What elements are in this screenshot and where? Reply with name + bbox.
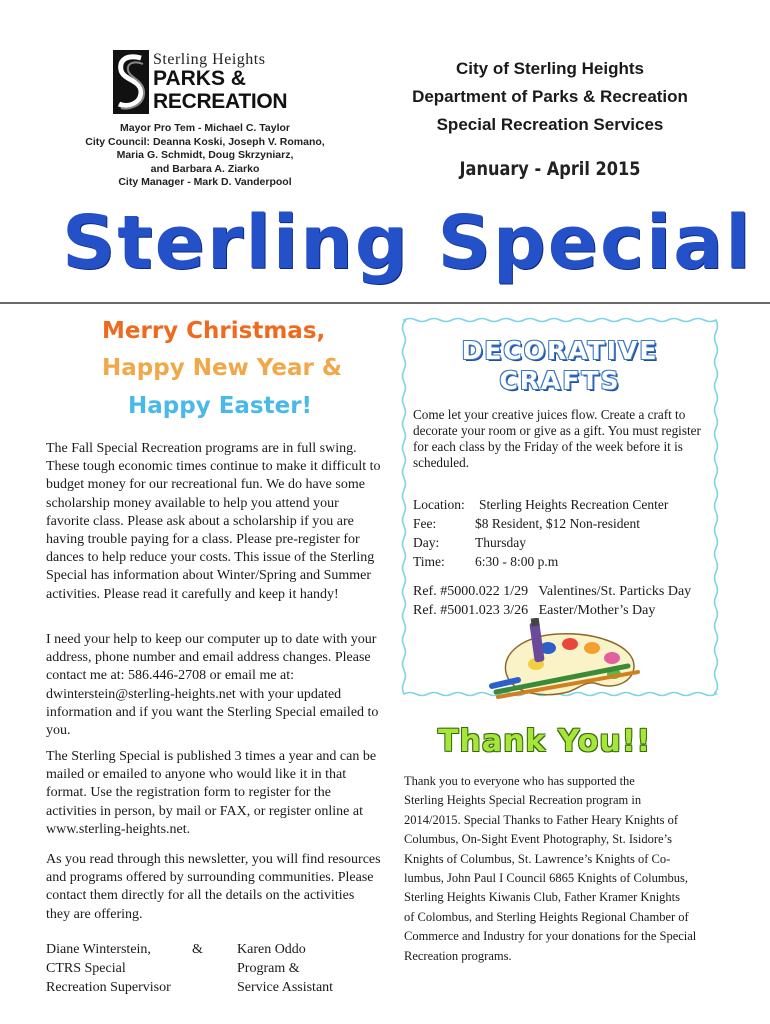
council-line: City Manager - Mark D. Vanderpool xyxy=(118,176,292,188)
council-line: and Barbara A. Ziarko xyxy=(150,162,260,175)
paragraph-intro: The Fall Special Recreation programs are in full swing. These tough economic times continue to make it difficult to budget money for our recreational fun. We do have some scholarship money available to help you attend your favorite class. Please ask about a scholarship if you are having trouble paying for a class. Please pre-register for dances to help reduce your costs. This issue of the Sterling Special has information about Winter/Spring and Summer activities. Please read it carefully and keep it handy! xyxy=(46,441,381,602)
signature-line: Diane Winterstein, xyxy=(46,942,151,957)
greeting-line-2: Happy New Year & xyxy=(102,355,342,381)
signature-ampersand: & xyxy=(192,942,203,957)
newsletter-masthead: Sterling Special xyxy=(62,200,753,286)
crafts-ref-line: Ref. #5000.022 1/29 Valentines/St. Particks Day xyxy=(413,584,692,599)
thanks-line: Sterling Heights Kiwanis Club, Father Kramer Knights xyxy=(404,890,681,905)
signature-line: Program & xyxy=(237,961,300,976)
thanks-line: Knights of Columbus, St. Lawrence’s Knights of Co- xyxy=(404,851,671,866)
thanks-line: Sterling Heights Special Recreation program in xyxy=(404,793,642,808)
thanks-line: of Colombus, and Sterling Heights Regional Chamber of xyxy=(404,909,689,924)
logo-recreation-text: RECREATION xyxy=(153,90,288,113)
crafts-day-value: Thursday xyxy=(475,535,526,550)
signature-right xyxy=(237,940,333,997)
crafts-intro: Come let your creative juices flow. Create a craft to decorate your room or give as a gift. You must register for each class by the Friday of the week before it is scheduled. xyxy=(413,407,701,470)
logo-parks-text: PARKS & xyxy=(153,67,246,90)
paragraph-contact: I need your help to keep our computer up to date with your address, phone number and email address changes. Please contact me at: 586.446-2708 or email me at: dwinterstein@sterling-heights.net with your updated information and if you want the Sterling Special emailed to you. xyxy=(46,632,379,739)
thanks-title: Thank You!! xyxy=(438,724,652,759)
crafts-fee-label: Fee: xyxy=(413,516,437,531)
thanks-line: lumbus, John Paul I Council 6865 Knights of Columbus, xyxy=(404,871,689,886)
council-line: Maria G. Schmidt, Doug Skrzyniarz, xyxy=(116,149,294,161)
signature-line: Service Assistant xyxy=(237,980,334,995)
logo-top-text: Sterling Heights xyxy=(153,51,266,68)
greeting-line-3: Happy Easter! xyxy=(128,393,313,419)
thanks-text xyxy=(404,772,739,966)
thanks-line: Commerce and Industry for your donations for the Special xyxy=(404,929,697,944)
crafts-title-line-1: DECORATIVE xyxy=(461,336,659,365)
signature-line: Karen Oddo xyxy=(237,942,306,957)
signature-line: CTRS Special xyxy=(46,961,126,976)
department-line: City of Sterling Heights xyxy=(456,59,644,78)
crafts-day-label: Day: xyxy=(413,535,440,550)
crafts-title xyxy=(400,336,720,396)
thanks-line: Columbus, On-Sight Event Photography, St. Isidore’s xyxy=(404,832,672,847)
crafts-time-row xyxy=(413,554,559,570)
thanks-line: Thank you to everyone who has supported the xyxy=(404,774,635,788)
signature-line: Recreation Supervisor xyxy=(46,980,171,995)
crafts-time-value: 6:30 - 8:00 p.m xyxy=(475,554,559,569)
council-line: City Council: Deanna Koski, Joseph V. Romano, xyxy=(85,135,325,148)
crafts-fee-row xyxy=(413,516,640,532)
greeting-line-1: Merry Christmas, xyxy=(102,318,326,344)
crafts-ref-line: Ref. #5001.023 3/26 Easter/Mother’s Day xyxy=(413,603,656,618)
paragraph-resources: As you read through this newsletter, you will find resources and programs offered by surrounding communities. Please contact them directly for all the details on the activities they are offering. xyxy=(46,852,381,922)
council-list xyxy=(60,122,350,190)
crafts-fee-value: $8 Resident, $12 Non-resident xyxy=(475,516,640,531)
issue-dates: January - April 2015 xyxy=(459,158,641,180)
crafts-time-label: Time: xyxy=(413,554,445,569)
crafts-location-label: Location: xyxy=(413,497,465,512)
council-line: Mayor Pro Tem - Michael C. Taylor xyxy=(120,122,290,134)
crafts-location-value: Sterling Heights Recreation Center xyxy=(479,497,669,512)
crafts-references xyxy=(413,582,691,620)
crafts-location-row xyxy=(413,497,669,513)
thanks-line: 2014/2015. Special Thanks to Father Heary Knights of xyxy=(404,812,679,827)
paragraph-publishing: The Sterling Special is published 3 times a year and can be mailed or emailed to anyone who would like it in that format. Use the registration form to register for the activities in person, by mail or FAX, or register online at www.sterling-heights.net. xyxy=(46,749,377,837)
signature-left xyxy=(46,940,171,997)
parks-rec-logo xyxy=(113,50,293,115)
header-divider xyxy=(0,302,770,304)
crafts-title-line-2: CRAFTS xyxy=(499,366,621,395)
department-line: Department of Parks & Recreation xyxy=(412,87,688,106)
department-line: Special Recreation Services xyxy=(436,115,664,134)
crafts-day-row xyxy=(413,535,526,551)
thanks-line: Recreation programs. xyxy=(404,948,512,963)
department-header xyxy=(380,55,720,139)
logo-s-mark-icon xyxy=(113,50,149,114)
paint-palette-icon xyxy=(488,618,640,700)
